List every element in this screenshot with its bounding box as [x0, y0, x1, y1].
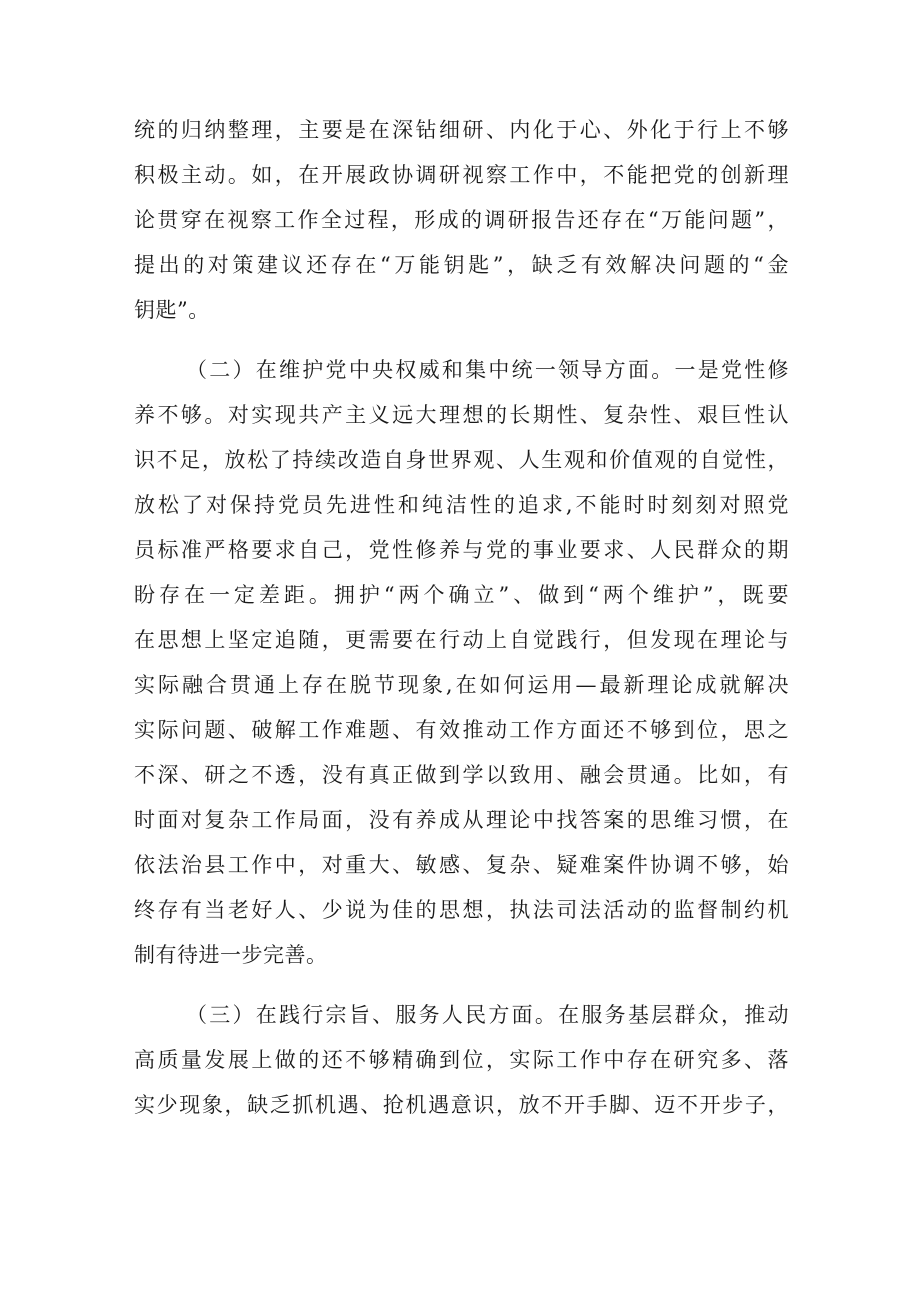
- paragraph-line: 员标准严格要求自己，党性修养与党的事业要求、人民群众的期: [134, 538, 789, 562]
- paragraph-line: （三）在践行宗旨、服务人民方面。在服务基层群众，推动: [186, 1003, 789, 1027]
- paragraph-line: 实少现象，缺乏抓机遇、抢机遇意识，放不开手脚、迈不开步子，: [134, 1093, 789, 1117]
- paragraph-line: （二）在维护党中央权威和集中统一领导方面。一是党性修: [186, 358, 789, 382]
- paragraph-line: 盼存在一定差距。拥护“两个确立”、做到“两个维护”，既要: [134, 583, 789, 607]
- paragraph-line: 识不足，放松了持续改造自身世界观、人生观和价值观的自觉性，: [134, 448, 789, 472]
- paragraph-line: 制有待进一步完善。: [134, 943, 328, 967]
- paragraph-line: 终存有当老好人、少说为佳的思想，执法司法活动的监督制约机: [134, 898, 789, 922]
- paragraph-line: 在思想上坚定追随，更需要在行动上自觉践行，但发现在理论与: [134, 628, 789, 652]
- paragraph-line: 提出的对策建议还存在“万能钥匙”，缺乏有效解决问题的“金: [134, 253, 789, 277]
- paragraph-line: 放松了对保持党员先进性和纯洁性的追求,不能时时刻刻对照党: [134, 493, 789, 517]
- paragraph-line: 依法治县工作中，对重大、敏感、复杂、疑难案件协调不够，始: [134, 853, 789, 877]
- paragraph-line: 高质量发展上做的还不够精确到位，实际工作中存在研究多、落: [134, 1048, 789, 1072]
- paragraph-line: 养不够。对实现共产主义远大理想的长期性、复杂性、艰巨性认: [134, 403, 789, 427]
- paragraph-line: 论贯穿在视察工作全过程，形成的调研报告还存在“万能问题”，: [134, 208, 789, 232]
- paragraph-line: 时面对复杂工作局面，没有养成从理论中找答案的思维习惯，在: [134, 808, 789, 832]
- paragraph-line: 实际融合贯通上存在脱节现象,在如何运用—最新理论成就解决: [134, 673, 789, 697]
- paragraph-line: 不深、研之不透，没有真正做到学以致用、融会贯通。比如，有: [134, 763, 789, 787]
- paragraph-line: 钥匙”。: [134, 298, 210, 322]
- paragraph-line: 实际问题、破解工作难题、有效推动工作方面还不够到位，思之: [134, 718, 789, 742]
- paragraph-line: 统的归纳整理，主要是在深钻细研、内化于心、外化于行上不够: [134, 118, 789, 142]
- paragraph-line: 积极主动。如，在开展政协调研视察工作中，不能把党的创新理: [134, 163, 789, 187]
